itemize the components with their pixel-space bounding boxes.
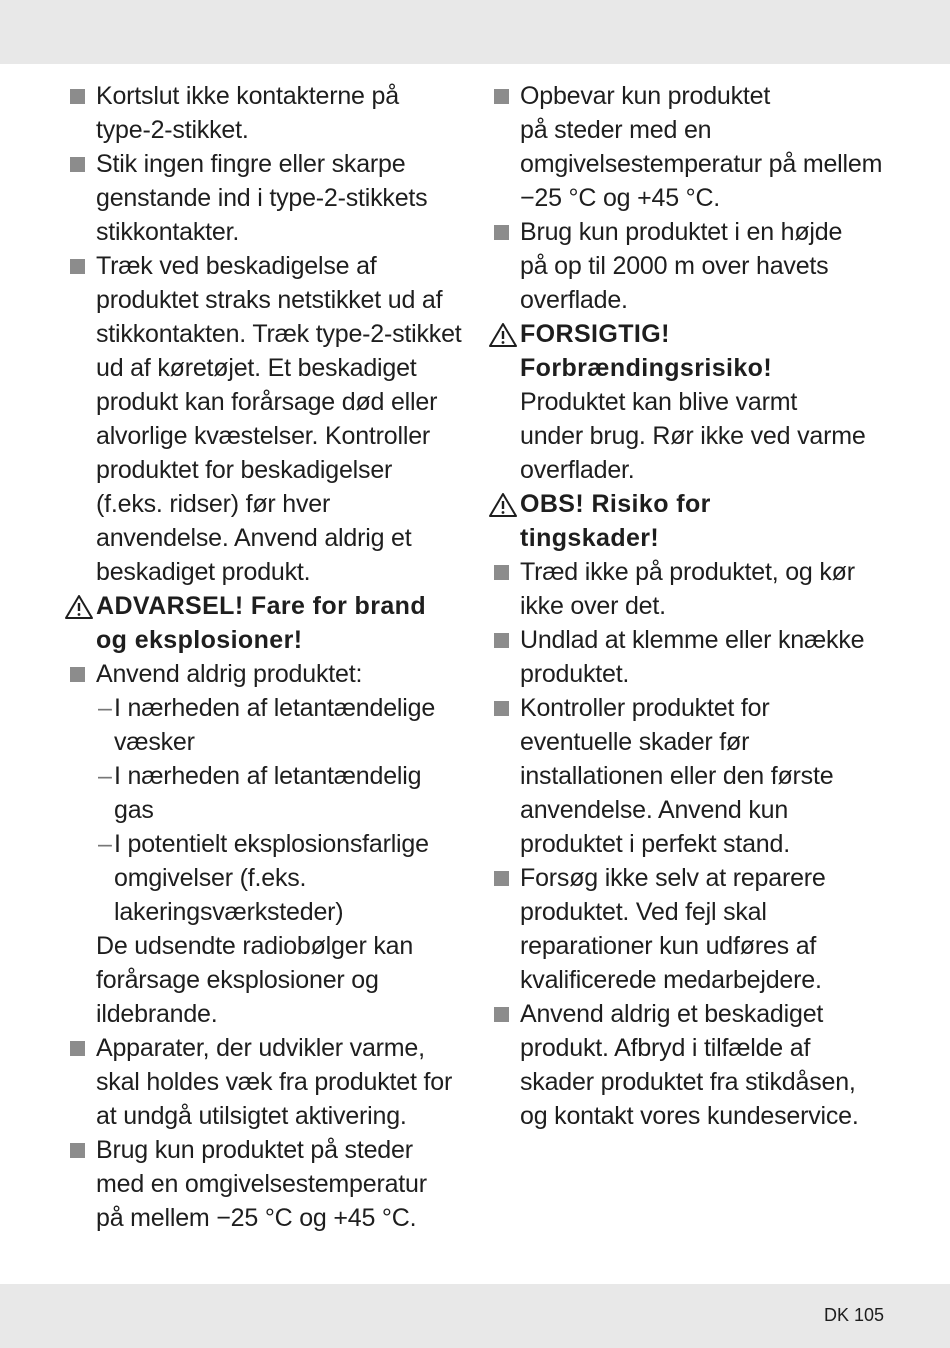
text-line: ildebrande. xyxy=(96,1000,218,1028)
text-line: I nærheden af letantændelig xyxy=(114,762,422,790)
text-line: på steder med en xyxy=(520,116,712,144)
text-line: overflader. xyxy=(520,456,635,484)
sub-list-item xyxy=(70,827,470,929)
text-line: skader produktet fra stikdåsen, xyxy=(520,1068,856,1096)
text-line: overflade. xyxy=(520,286,628,314)
text-line: Undlad at klemme eller knække xyxy=(520,626,865,654)
text-line: produktet i perfekt stand. xyxy=(520,830,790,858)
text-line: Brug kun produktet på steder xyxy=(96,1136,413,1164)
text-line: på op til 2000 m over havets xyxy=(520,252,829,280)
text-line: at undgå utilsigtet aktivering. xyxy=(96,1102,407,1130)
text-line: (f.eks. ridser) før hver xyxy=(96,490,331,518)
text-line: produktet straks netstikket ud af xyxy=(96,286,443,314)
text-line: −25 °C og +45 °C. xyxy=(520,184,721,212)
text-line: Anvend aldrig et beskadiget xyxy=(520,1000,824,1028)
warning-triangle-icon xyxy=(488,322,518,348)
text-line: og kontakt vores kundeservice. xyxy=(520,1102,859,1130)
text-line: eventuelle skader før xyxy=(520,728,750,756)
text-line: I nærheden af letantændelige xyxy=(114,694,436,722)
text-line: beskadiget produkt. xyxy=(96,558,311,586)
bullet-item xyxy=(70,657,470,691)
warning-triangle-icon xyxy=(488,492,518,518)
bullet-item xyxy=(494,691,899,861)
text-line: Kontroller produktet for xyxy=(520,694,770,722)
text-line: produkt. Afbryd i tilfælde af xyxy=(520,1034,811,1062)
text-line: lakeringsværksteder) xyxy=(114,898,344,926)
text-line: forårsage eksplosioner og xyxy=(96,966,379,994)
text-line: produktet. Ved fejl skal xyxy=(520,898,767,926)
bullet-item xyxy=(494,215,899,317)
warning-heading xyxy=(70,589,470,657)
square-bullet-icon xyxy=(70,667,85,682)
square-bullet-icon xyxy=(70,259,85,274)
dash-icon: – xyxy=(98,830,112,858)
text-line: Træk ved beskadigelse af xyxy=(96,252,377,280)
header-band xyxy=(0,0,950,64)
text-line: væsker xyxy=(114,728,195,756)
text-line: omgivelsestemperatur på mellem xyxy=(520,150,883,178)
footer-band xyxy=(0,1284,950,1348)
text-line: anvendelse. Anvend kun xyxy=(520,796,789,824)
text-line: produktet for beskadigelser xyxy=(96,456,393,484)
square-bullet-icon xyxy=(494,1007,509,1022)
square-bullet-icon xyxy=(494,701,509,716)
text-line: under brug. Rør ikke ved varme xyxy=(520,422,866,450)
square-bullet-icon xyxy=(494,565,509,580)
text-line: Stik ingen fingre eller skarpe xyxy=(96,150,406,178)
square-bullet-icon xyxy=(494,89,509,104)
text-line: Apparater, der udvikler varme, xyxy=(96,1034,425,1062)
text-line: I potentielt eksplosionsfarlige xyxy=(114,830,429,858)
text-line: Forbrændingsrisiko! xyxy=(520,354,773,382)
text-line: Produktet kan blive varmt xyxy=(520,388,798,416)
square-bullet-icon xyxy=(494,225,509,240)
left-column xyxy=(70,79,470,1235)
bullet-item xyxy=(70,1031,470,1133)
text-line: produktet. xyxy=(520,660,630,688)
text-line: genstande ind i type-2-stikkets xyxy=(96,184,428,212)
paragraph xyxy=(70,929,470,1031)
text-line: reparationer kun udføres af xyxy=(520,932,817,960)
text-line: anvendelse. Anvend aldrig et xyxy=(96,524,412,552)
text-line: Anvend aldrig produktet: xyxy=(96,660,363,688)
text-line: ikke over det. xyxy=(520,592,666,620)
bullet-item xyxy=(494,861,899,997)
text-line: Forsøg ikke selv at reparere xyxy=(520,864,826,892)
bullet-item xyxy=(70,79,470,147)
text-line: type-2-stikket. xyxy=(96,116,249,144)
square-bullet-icon xyxy=(70,1143,85,1158)
bullet-item xyxy=(494,555,899,623)
text-line: alvorlige kvæstelser. Kontroller xyxy=(96,422,431,450)
text-line: installationen eller den første xyxy=(520,762,834,790)
bullet-item xyxy=(70,1133,470,1235)
text-line: tingskader! xyxy=(520,524,660,552)
warning-heading xyxy=(494,487,899,555)
square-bullet-icon xyxy=(70,157,85,172)
text-line: kvalificerede medarbejdere. xyxy=(520,966,822,994)
text-line: OBS! Risiko for xyxy=(520,490,711,518)
square-bullet-icon xyxy=(494,633,509,648)
text-line: De udsendte radiobølger kan xyxy=(96,932,414,960)
bullet-item xyxy=(70,249,470,589)
bullet-item xyxy=(494,623,899,691)
bullet-item xyxy=(70,147,470,249)
bullet-item xyxy=(494,79,899,215)
bullet-item xyxy=(494,997,899,1133)
dash-icon: – xyxy=(98,694,112,722)
text-line: stikkontakten. Træk type-2-stikket xyxy=(96,320,462,348)
square-bullet-icon xyxy=(70,89,85,104)
text-line: produkt kan forårsage død eller xyxy=(96,388,438,416)
text-line: på mellem −25 °C og +45 °C. xyxy=(96,1204,417,1232)
text-line: Opbevar kun produktet xyxy=(520,82,771,110)
text-line: skal holdes væk fra produktet for xyxy=(96,1068,453,1096)
warning-heading xyxy=(494,317,899,385)
text-line: Brug kun produktet i en højde xyxy=(520,218,843,246)
text-line: gas xyxy=(114,796,154,824)
text-line: og eksplosioner! xyxy=(96,626,303,654)
text-line: stikkontakter. xyxy=(96,218,240,246)
paragraph xyxy=(494,385,899,487)
sub-list-item xyxy=(70,691,470,759)
page-number: DK 105 xyxy=(823,1305,884,1325)
sub-list-item xyxy=(70,759,470,827)
right-column xyxy=(494,79,899,1133)
warning-triangle-icon xyxy=(64,594,94,620)
text-line: Træd ikke på produktet, og kør xyxy=(520,558,855,586)
dash-icon: – xyxy=(98,762,112,790)
text-line: ud af køretøjet. Et beskadiget xyxy=(96,354,417,382)
text-line: ADVARSEL! Fare for brand xyxy=(96,592,426,620)
text-line: omgivelser (f.eks. xyxy=(114,864,307,892)
text-line: FORSIGTIG! xyxy=(520,320,670,348)
text-line: med en omgivelsestemperatur xyxy=(96,1170,427,1198)
square-bullet-icon xyxy=(70,1041,85,1056)
square-bullet-icon xyxy=(494,871,509,886)
text-line: Kortslut ikke kontakterne på xyxy=(96,82,399,110)
